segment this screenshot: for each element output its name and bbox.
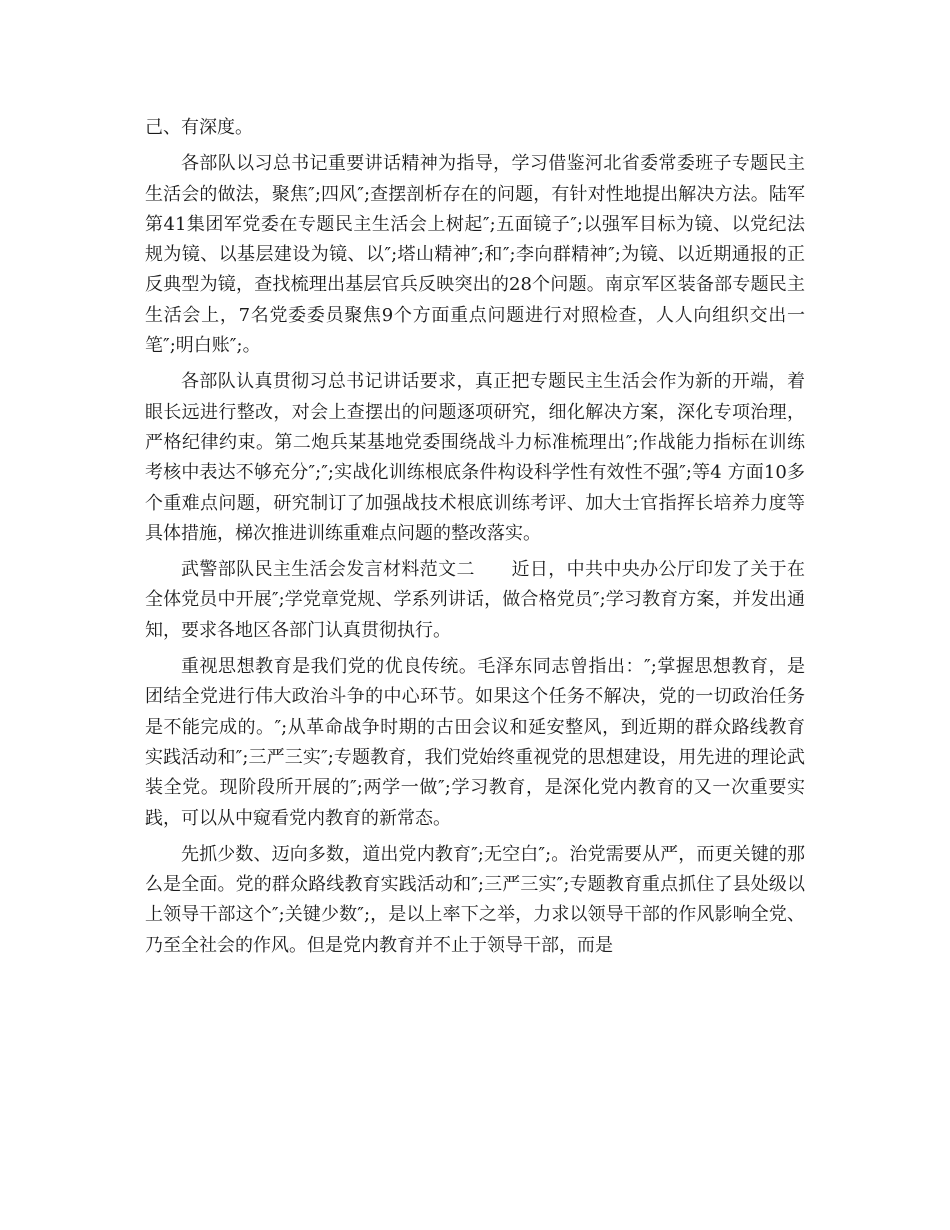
paragraph-continuation: 己、有深度。: [145, 117, 253, 138]
paragraph: 先抓少数、迈向多数，道出党内教育″;无空白″;。治党需要从严，而更关键的那么是全面。党的群众路线教育实践活动和″;三严三实″;专题教育重点抓住了县处级以上领导干部这个″;关键少数″;，是以上率下之举，力求以领导干部的作风影响全党、乃至全社会的作风。但是党内教育并不止于领导干部，而是: [145, 843, 805, 956]
document-page: [145, 113, 805, 967]
paragraph: 武警部队民主生活会发言材料范文二 近日，中共中央办公厅印发了关于在全体党员中开展″;学党章党规、学系列讲话，做合格党员″;学习教育方案，并发出通知，要求各地区各部门认真贯彻执行。: [145, 559, 805, 641]
paragraph: 重视思想教育是我们党的优良传统。毛泽东同志曾指出：″;掌握思想教育，是团结全党进行伟大政治斗争的中心环节。如果这个任务不解决，党的一切政治任务是不能完成的。″;从革命战争时期的古田会议和延安整风，到近期的群众路线教育实践活动和″;三严三实″;专题教育，我们党始终重视党的思想建设，用先进的理论武装全党。现阶段所开展的″;两学一做″;学习教育，是深化党内教育的又一次重要实践，可以从中窥看党内教育的新常态。: [145, 656, 805, 829]
paragraph: 各部队认真贯彻习总书记讲话要求，真正把专题民主生活会作为新的开端，着眼长远进行整改，对会上查摆出的问题逐项研究，细化解决方案，深化专项治理，严格纪律约束。第二炮兵某基地党委围绕战斗力标准梳理出″;作战能力指标在训练考核中表达不够充分″;″;实战化训练根底条件构设科学性有效性不强″;等4 方面10多个重难点问题，研究制订了加强战技术根底训练考评、加大士官指挥长培养力度等具体措施，梯次推进训练重难点问题的整改落实。: [145, 371, 805, 544]
paragraph: 各部队以习总书记重要讲话精神为指导，学习借鉴河北省委常委班子专题民主生活会的做法，聚焦″;四风″;查摆剖析存在的问题，有针对性地提出解决方法。陆军第41集团军党委在专题民主生活会上树起″;五面镜子″;以强军目标为镜、以党纪法规为镜、以基层建设为镜、以″;塔山精神″;和″;李向群精神″;为镜、以近期通报的正反典型为镜，查找梳理出基层官兵反映突出的28个问题。南京军区装备部专题民主生活会上，7名党委委员聚焦9个方面重点问题进行对照检查，人人向组织交出一笔″;明白账″;。: [145, 153, 805, 357]
